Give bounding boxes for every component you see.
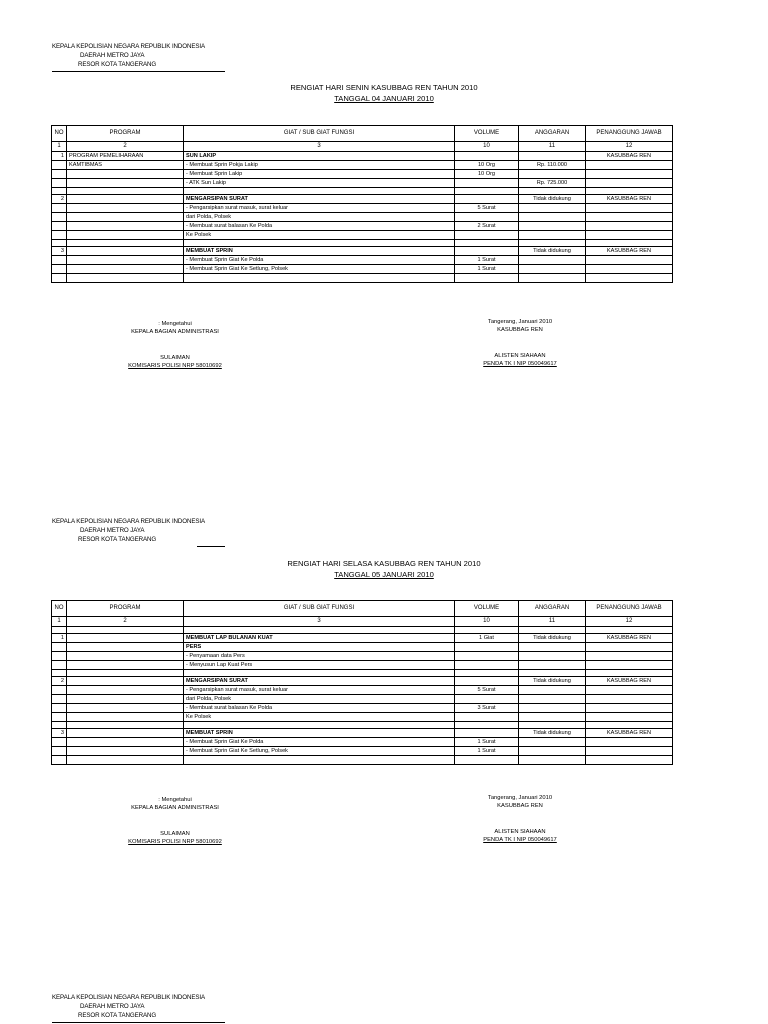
signer-role: KASUBBAG REN <box>497 327 543 333</box>
cell-no <box>52 704 67 713</box>
cell-volume: 2 Surat <box>455 222 519 231</box>
ack-label: : Mengetahui <box>158 321 192 327</box>
cell-giat: - Membuat Sprin Giat Ke Setlung, Polsek <box>184 265 455 274</box>
section-title <box>0 82 768 104</box>
cell-pj <box>586 188 673 195</box>
cell-no <box>52 652 67 661</box>
cell-giat: MEMBUAT SPRIN <box>184 729 455 738</box>
cell-anggaran: Tidak didukung <box>519 634 586 643</box>
cell-no <box>52 265 67 274</box>
place-date: Tangerang, Januari 2010 <box>487 319 553 325</box>
cell-pj: KASUBBAG REN <box>586 729 673 738</box>
cell-volume: 1 Surat <box>455 256 519 265</box>
cell-giat: - Membuat Sprin Giat Ke Setlung, Polsek <box>184 747 455 756</box>
cell-no: 3 <box>52 247 67 256</box>
cell-volume <box>455 240 519 247</box>
cell-anggaran <box>519 627 586 634</box>
table-row <box>52 652 673 661</box>
cell-pj <box>586 231 673 240</box>
cell-volume <box>455 695 519 704</box>
table-row <box>52 695 673 704</box>
letterhead-line2: DAERAH METRO JAYA <box>80 52 145 59</box>
cell-program <box>67 256 184 265</box>
cell-program <box>67 643 184 652</box>
cell-no <box>52 161 67 170</box>
cell-program <box>67 729 184 738</box>
signer-name: ALISTEN SIAHAAN <box>494 829 546 835</box>
table-row <box>52 222 673 231</box>
table-row <box>52 634 673 643</box>
letterhead-line3: RESOR KOTA TANGERANG <box>78 61 157 68</box>
cell-anggaran <box>519 170 586 179</box>
cell-program <box>67 265 184 274</box>
cell-anggaran: Tidak didukung <box>519 247 586 256</box>
column-number-row <box>52 142 673 152</box>
cell-anggaran <box>519 274 586 283</box>
cell-volume <box>455 152 519 161</box>
cell-giat: SUN LAKIP <box>184 152 455 161</box>
cell-volume <box>455 627 519 634</box>
letterhead-rule <box>197 546 225 547</box>
cell-volume <box>455 661 519 670</box>
cell-volume <box>455 652 519 661</box>
signature-left <box>120 320 230 370</box>
cell-volume <box>455 179 519 188</box>
column-header: VOLUME <box>455 601 519 617</box>
cell-anggaran <box>519 695 586 704</box>
cell-pj <box>586 240 673 247</box>
cell-pj <box>586 670 673 677</box>
signer-role: KASUBBAG REN <box>497 803 543 809</box>
cell-volume: 1 Surat <box>455 738 519 747</box>
table-row <box>52 265 673 274</box>
cell-no <box>52 256 67 265</box>
signer-rank: PENDA TK I NIP 050049617 <box>483 837 557 843</box>
cell-no <box>52 204 67 213</box>
table-row <box>52 161 673 170</box>
cell-anggaran <box>519 713 586 722</box>
cell-volume <box>455 274 519 283</box>
spacer-row <box>52 627 673 634</box>
signer-name: ALISTEN SIAHAAN <box>494 353 546 359</box>
cell-volume: 1 Surat <box>455 265 519 274</box>
cell-anggaran <box>519 738 586 747</box>
column-number: 10 <box>455 617 519 627</box>
cell-pj: KASUBBAG REN <box>586 634 673 643</box>
cell-giat: dari Polda, Polsek <box>184 213 455 222</box>
cell-no <box>52 643 67 652</box>
cell-giat: MEMBUAT LAP BULANAN KUAT <box>184 634 455 643</box>
cell-anggaran <box>519 643 586 652</box>
cell-no <box>52 722 67 729</box>
cell-anggaran <box>519 686 586 695</box>
cell-program <box>67 274 184 283</box>
ack-name: SULAIMAN <box>160 355 190 361</box>
cell-giat: - Penyamaan data Pers <box>184 652 455 661</box>
column-number: 12 <box>586 142 673 152</box>
document-title: RENGIAT HARI SENIN KASUBBAG REN TAHUN 2010 <box>290 83 478 92</box>
activity-table <box>51 600 673 765</box>
cell-pj <box>586 179 673 188</box>
cell-program <box>67 713 184 722</box>
cell-pj: KASUBBAG REN <box>586 677 673 686</box>
cell-anggaran <box>519 265 586 274</box>
signature-left <box>120 796 230 846</box>
letterhead-line2: DAERAH METRO JAYA <box>80 1003 145 1010</box>
cell-no <box>52 738 67 747</box>
cell-pj <box>586 738 673 747</box>
signature-right <box>465 794 575 844</box>
column-number: 2 <box>67 617 184 627</box>
column-number: 3 <box>184 142 455 152</box>
cell-anggaran <box>519 213 586 222</box>
letterhead-rule <box>52 1022 225 1023</box>
ack-role: KEPALA BAGIAN ADMINISTRASI <box>131 805 219 811</box>
column-number: 1 <box>52 142 67 152</box>
document-title: RENGIAT HARI SELASA KASUBBAG REN TAHUN 2010 <box>287 559 481 568</box>
cell-giat: MEMBUAT SPRIN <box>184 247 455 256</box>
cell-giat: dari Polda, Polsek <box>184 695 455 704</box>
cell-volume: 5 Surat <box>455 686 519 695</box>
cell-program <box>67 240 184 247</box>
table-row <box>52 686 673 695</box>
spacer-row <box>52 240 673 247</box>
cell-anggaran <box>519 240 586 247</box>
cell-pj <box>586 756 673 765</box>
cell-giat: - Membuat Sprin Pokja Lakip <box>184 161 455 170</box>
table-row <box>52 643 673 652</box>
cell-anggaran: Tidak didukung <box>519 677 586 686</box>
cell-no: 1 <box>52 152 67 161</box>
ack-name: SULAIMAN <box>160 831 190 837</box>
cell-no <box>52 756 67 765</box>
cell-program <box>67 661 184 670</box>
cell-program <box>67 204 184 213</box>
table-row <box>52 677 673 686</box>
letterhead-line1: KEPALA KEPOLISIAN NEGARA REPUBLIK INDONESIA <box>52 518 206 525</box>
letterhead-line2: DAERAH METRO JAYA <box>80 527 145 534</box>
signature-right <box>465 318 575 368</box>
table-header-row <box>52 126 673 142</box>
cell-pj <box>586 643 673 652</box>
column-header: PENANGGUNG JAWAB <box>586 126 673 142</box>
cell-giat: - Membuat surat balasan Ke Polda <box>184 704 455 713</box>
cell-program <box>67 247 184 256</box>
cell-volume: 1 Giat <box>455 634 519 643</box>
cell-anggaran <box>519 204 586 213</box>
cell-giat <box>184 188 455 195</box>
cell-anggaran: Rp. 725.000 <box>519 179 586 188</box>
cell-program <box>67 738 184 747</box>
table-header-row <box>52 601 673 617</box>
cell-anggaran <box>519 704 586 713</box>
cell-pj <box>586 265 673 274</box>
column-header: NO <box>52 126 67 142</box>
cell-giat: - Pengarsipkan surat masuk, surat keluar <box>184 686 455 695</box>
cell-no <box>52 231 67 240</box>
table-row <box>52 729 673 738</box>
table-row <box>52 213 673 222</box>
cell-giat: - Membuat Sprin Giat Ke Polda <box>184 256 455 265</box>
column-number: 2 <box>67 142 184 152</box>
column-number: 11 <box>519 617 586 627</box>
cell-no <box>52 713 67 722</box>
cell-program <box>67 747 184 756</box>
cell-anggaran <box>519 231 586 240</box>
column-number-row <box>52 617 673 627</box>
activity-table <box>51 125 673 283</box>
cell-giat: Ke Polsek <box>184 231 455 240</box>
cell-giat: MENGARSIPAN SURAT <box>184 195 455 204</box>
cell-program <box>67 231 184 240</box>
cell-anggaran <box>519 747 586 756</box>
cell-pj: KASUBBAG REN <box>586 247 673 256</box>
cell-no: 2 <box>52 677 67 686</box>
cell-program <box>67 179 184 188</box>
cell-program <box>67 686 184 695</box>
cell-pj <box>586 722 673 729</box>
cell-volume <box>455 677 519 686</box>
cell-anggaran <box>519 256 586 265</box>
cell-program <box>67 188 184 195</box>
cell-volume <box>455 231 519 240</box>
cell-pj <box>586 627 673 634</box>
cell-pj <box>586 661 673 670</box>
letterhead <box>52 42 227 69</box>
table-row <box>52 274 673 283</box>
cell-no <box>52 670 67 677</box>
cell-giat: - Pengarsipkan surat masuk, surat keluar <box>184 204 455 213</box>
table-row <box>52 204 673 213</box>
cell-pj <box>586 704 673 713</box>
column-number: 12 <box>586 617 673 627</box>
cell-anggaran: Rp. 110.000 <box>519 161 586 170</box>
ack-rank: KOMISARIS POLISI NRP 58010692 <box>128 363 222 369</box>
cell-pj: KASUBBAG REN <box>586 152 673 161</box>
spacer-row <box>52 670 673 677</box>
cell-giat <box>184 670 455 677</box>
cell-no <box>52 661 67 670</box>
cell-anggaran <box>519 188 586 195</box>
column-number: 11 <box>519 142 586 152</box>
column-header: PROGRAM <box>67 126 184 142</box>
spacer-row <box>52 722 673 729</box>
table-row <box>52 704 673 713</box>
cell-program <box>67 756 184 765</box>
cell-giat <box>184 756 455 765</box>
letterhead <box>52 517 227 544</box>
document-date: TANGGAL 04 JANUARI 2010 <box>334 94 434 103</box>
cell-pj <box>586 274 673 283</box>
cell-pj <box>586 204 673 213</box>
cell-program <box>67 677 184 686</box>
cell-pj <box>586 161 673 170</box>
cell-no <box>52 627 67 634</box>
cell-volume <box>455 729 519 738</box>
column-header: PROGRAM <box>67 601 184 617</box>
cell-no <box>52 188 67 195</box>
cell-no <box>52 686 67 695</box>
cell-no <box>52 179 67 188</box>
column-header: GIAT / SUB GIAT FUNGSI <box>184 601 455 617</box>
signer-rank: PENDA TK I NIP 050049617 <box>483 361 557 367</box>
cell-no <box>52 747 67 756</box>
cell-pj <box>586 222 673 231</box>
table-row <box>52 247 673 256</box>
column-header: ANGGARAN <box>519 126 586 142</box>
cell-pj <box>586 213 673 222</box>
cell-volume <box>455 195 519 204</box>
section-title <box>0 558 768 580</box>
cell-anggaran <box>519 652 586 661</box>
cell-giat: - Membuat Sprin Lakip <box>184 170 455 179</box>
cell-program: PROGRAM PEMELIHARAAN <box>67 152 184 161</box>
column-header: NO <box>52 601 67 617</box>
cell-giat <box>184 274 455 283</box>
cell-program <box>67 695 184 704</box>
cell-no: 3 <box>52 729 67 738</box>
cell-anggaran <box>519 661 586 670</box>
cell-no: 1 <box>52 634 67 643</box>
cell-program <box>67 627 184 634</box>
cell-volume <box>455 247 519 256</box>
table-row <box>52 756 673 765</box>
cell-no <box>52 213 67 222</box>
cell-anggaran: Tidak didukung <box>519 729 586 738</box>
table-row <box>52 738 673 747</box>
cell-anggaran <box>519 722 586 729</box>
letterhead-line1: KEPALA KEPOLISIAN NEGARA REPUBLIK INDONESIA <box>52 43 206 50</box>
table-row <box>52 256 673 265</box>
cell-giat <box>184 722 455 729</box>
column-header: PENANGGUNG JAWAB <box>586 601 673 617</box>
spacer-row <box>52 188 673 195</box>
cell-program <box>67 704 184 713</box>
cell-pj <box>586 170 673 179</box>
cell-anggaran <box>519 222 586 231</box>
cell-program <box>67 195 184 204</box>
cell-program <box>67 213 184 222</box>
cell-giat <box>184 240 455 247</box>
cell-no <box>52 274 67 283</box>
table-row <box>52 179 673 188</box>
column-number: 1 <box>52 617 67 627</box>
table-row <box>52 195 673 204</box>
document-date: TANGGAL 05 JANUARI 2010 <box>334 570 434 579</box>
cell-volume <box>455 713 519 722</box>
column-number: 3 <box>184 617 455 627</box>
cell-anggaran <box>519 670 586 677</box>
cell-program <box>67 652 184 661</box>
cell-no <box>52 222 67 231</box>
cell-pj <box>586 695 673 704</box>
ack-rank: KOMISARIS POLISI NRP 58010692 <box>128 839 222 845</box>
cell-giat: - Membuat Sprin Giat Ke Polda <box>184 738 455 747</box>
ack-label: : Mengetahui <box>158 797 192 803</box>
table-row <box>52 661 673 670</box>
cell-program <box>67 222 184 231</box>
table-row <box>52 170 673 179</box>
table-row <box>52 231 673 240</box>
cell-program: KAMTIBMAS <box>67 161 184 170</box>
cell-giat: - Membuat surat balasan Ke Polda <box>184 222 455 231</box>
cell-giat: PERS <box>184 643 455 652</box>
cell-giat: - Menyusun Lap Kuat Pers <box>184 661 455 670</box>
cell-program <box>67 670 184 677</box>
column-header: ANGGARAN <box>519 601 586 617</box>
table-row <box>52 152 673 161</box>
cell-giat: MENGARSIPAN SURAT <box>184 677 455 686</box>
cell-volume: 10 Org <box>455 161 519 170</box>
cell-pj <box>586 256 673 265</box>
cell-no <box>52 695 67 704</box>
column-header: GIAT / SUB GIAT FUNGSI <box>184 126 455 142</box>
cell-pj: KASUBBAG REN <box>586 195 673 204</box>
cell-giat <box>184 627 455 634</box>
letterhead-line3: RESOR KOTA TANGERANG <box>78 536 157 543</box>
letterhead-rule <box>52 71 225 72</box>
table-body <box>52 126 673 283</box>
cell-anggaran: Tidak didukung <box>519 195 586 204</box>
cell-volume <box>455 188 519 195</box>
cell-volume <box>455 643 519 652</box>
cell-no <box>52 170 67 179</box>
cell-giat: Ke Polsek <box>184 713 455 722</box>
cell-volume: 10 Org <box>455 170 519 179</box>
cell-anggaran <box>519 756 586 765</box>
cell-volume <box>455 722 519 729</box>
cell-volume <box>455 670 519 677</box>
table-row <box>52 747 673 756</box>
table-row <box>52 713 673 722</box>
column-header: VOLUME <box>455 126 519 142</box>
letterhead-line3: RESOR KOTA TANGERANG <box>78 1012 157 1019</box>
cell-giat: - ATK Sun Lakip <box>184 179 455 188</box>
cell-volume: 1 Surat <box>455 747 519 756</box>
cell-pj <box>586 747 673 756</box>
cell-no <box>52 240 67 247</box>
place-date: Tangerang, Januari 2010 <box>487 795 553 801</box>
cell-volume <box>455 756 519 765</box>
cell-anggaran <box>519 152 586 161</box>
table-body <box>52 601 673 765</box>
cell-volume: 3 Surat <box>455 704 519 713</box>
cell-program <box>67 634 184 643</box>
column-number: 10 <box>455 142 519 152</box>
letterhead <box>52 993 227 1020</box>
letterhead-line1: KEPALA KEPOLISIAN NEGARA REPUBLIK INDONESIA <box>52 994 206 1001</box>
cell-pj <box>586 713 673 722</box>
cell-no: 2 <box>52 195 67 204</box>
cell-volume: 5 Surat <box>455 204 519 213</box>
cell-volume <box>455 213 519 222</box>
cell-pj <box>586 652 673 661</box>
cell-pj <box>586 686 673 695</box>
cell-program <box>67 722 184 729</box>
cell-program <box>67 170 184 179</box>
ack-role: KEPALA BAGIAN ADMINISTRASI <box>131 329 219 335</box>
